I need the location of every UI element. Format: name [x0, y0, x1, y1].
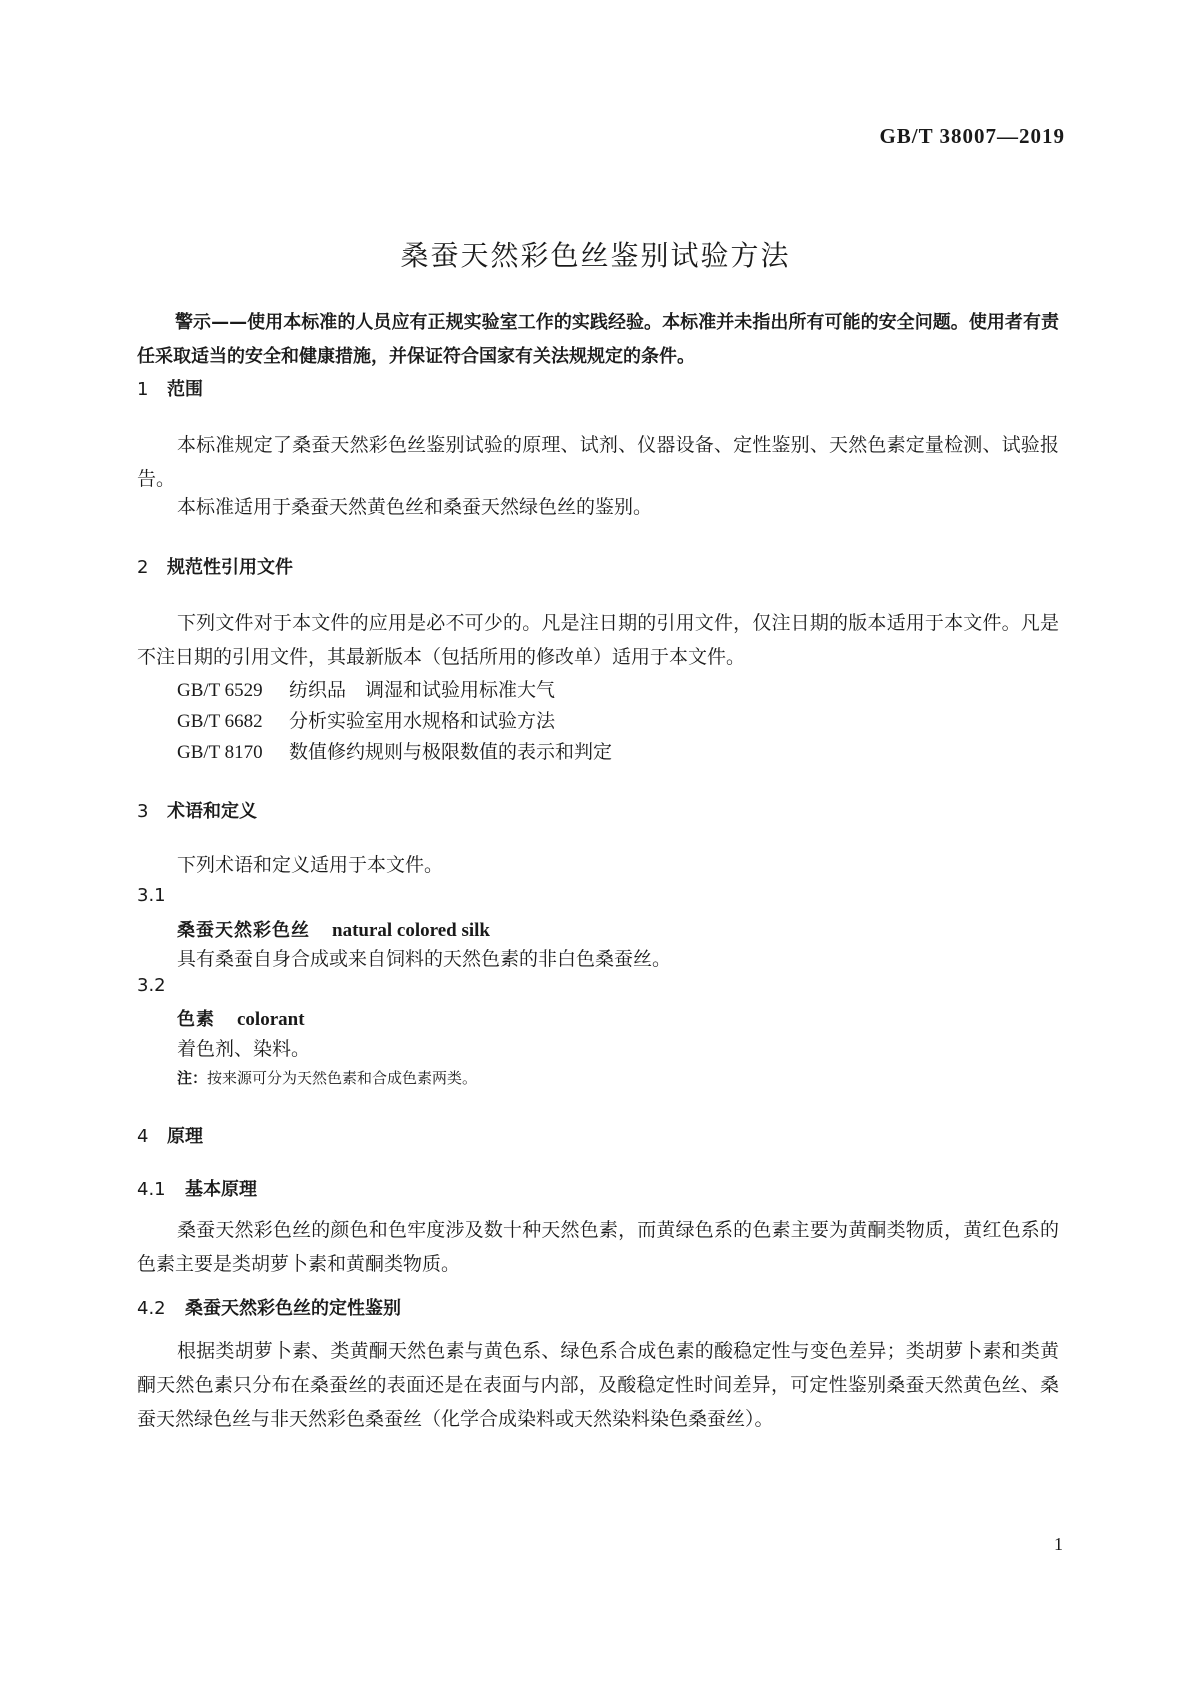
term-chinese: 桑蚕天然彩色丝 [177, 920, 310, 941]
subsection-4-1-heading [137, 1175, 257, 1201]
reference-title: 数值修约规则与极限数值的表示和判定 [289, 741, 613, 763]
scope-paragraph-2: 本标准适用于桑蚕天然黄色丝和桑蚕天然绿色丝的鉴别。 [177, 496, 653, 518]
term-chinese: 色素 [177, 1009, 215, 1030]
term-heading [177, 1005, 305, 1031]
subsection-number: 4.2 [137, 1298, 166, 1319]
terms-intro: 下列术语和定义适用于本文件。 [177, 854, 444, 876]
reference-item [177, 706, 555, 733]
section-2-heading [137, 553, 293, 579]
note-text: 按来源可分为天然色素和合成色素两类。 [207, 1069, 478, 1087]
section-number: 3 [137, 801, 149, 822]
references-intro: 下列文件对于本文件的应用是必不可少的。凡是注日期的引用文件，仅注日期的版本适用于本文件。凡是不注日期的引用文件，其最新版本（包括所用的修改单）适用于本文件。 [137, 612, 1059, 668]
reference-item [177, 737, 612, 764]
section-3-heading [137, 797, 257, 823]
reference-item [177, 675, 555, 702]
term-definition: 着色剂、染料。 [177, 1038, 311, 1060]
subsection-number: 4.1 [137, 1179, 166, 1200]
document-title: 桑蚕天然彩色丝鉴别试验方法 [400, 239, 791, 272]
scope-paragraph-1: 本标准规定了桑蚕天然彩色丝鉴别试验的原理、试剂、仪器设备、定性鉴别、天然色素定量检测、试验报告。 [137, 434, 1059, 490]
section-4-heading [137, 1122, 203, 1148]
principle-paragraph: 桑蚕天然彩色丝的颜色和色牢度涉及数十种天然色素，而黄绿色系的色素主要为黄酮类物质，黄红色系的色素主要是类胡萝卜素和黄酮类物质。 [137, 1219, 1059, 1275]
subsection-4-2-heading [137, 1294, 401, 1320]
subsection-title: 基本原理 [185, 1179, 257, 1200]
section-title: 原理 [167, 1126, 203, 1147]
subsection-title: 桑蚕天然彩色丝的定性鉴别 [185, 1298, 401, 1319]
safety-warning: 警示——使用本标准的人员应有正规实验室工作的实践经验。本标准并未指出所有可能的安全问题。使用者有责任采取适当的安全和健康措施，并保证符合国家有关法规规定的条件。 [137, 312, 1059, 367]
term-number: 3.2 [137, 975, 166, 996]
section-title: 术语和定义 [167, 801, 257, 822]
term-english: colorant [237, 1009, 305, 1030]
section-1-heading [137, 375, 203, 401]
reference-title: 分析实验室用水规格和试验方法 [289, 710, 556, 732]
section-title: 规范性引用文件 [167, 557, 293, 578]
section-number: 4 [137, 1126, 149, 1147]
reference-code: GB/T 8170 [177, 742, 263, 763]
term-definition: 具有桑蚕自身合成或来自饲料的天然色素的非白色桑蚕丝。 [177, 948, 672, 970]
reference-title: 纺织品 调湿和试验用标准大气 [289, 679, 556, 701]
qualitative-paragraph: 根据类胡萝卜素、类黄酮天然色素与黄色系、绿色系合成色素的酸稳定性与变色差异；类胡萝卜素和类黄酮天然色素只分布在桑蚕丝的表面还是在表面与内部，及酸稳定性时间差异，可定性鉴别桑蚕天然黄色丝、桑蚕天然绿色丝与非天然彩色桑蚕丝（化学合成染料或天然染料染色桑蚕丝）。 [137, 1340, 1059, 1430]
section-title: 范围 [167, 379, 203, 400]
section-number: 2 [137, 557, 149, 578]
standard-code: GB/T 38007—2019 [879, 124, 1065, 148]
term-number: 3.1 [137, 885, 166, 906]
term-note [177, 1067, 477, 1088]
page-number: 1 [1054, 1534, 1063, 1554]
section-number: 1 [137, 379, 149, 400]
term-heading [177, 916, 490, 942]
note-label: 注： [177, 1069, 208, 1087]
term-english: natural colored silk [332, 920, 490, 941]
reference-code: GB/T 6529 [177, 680, 263, 701]
reference-code: GB/T 6682 [177, 711, 263, 732]
